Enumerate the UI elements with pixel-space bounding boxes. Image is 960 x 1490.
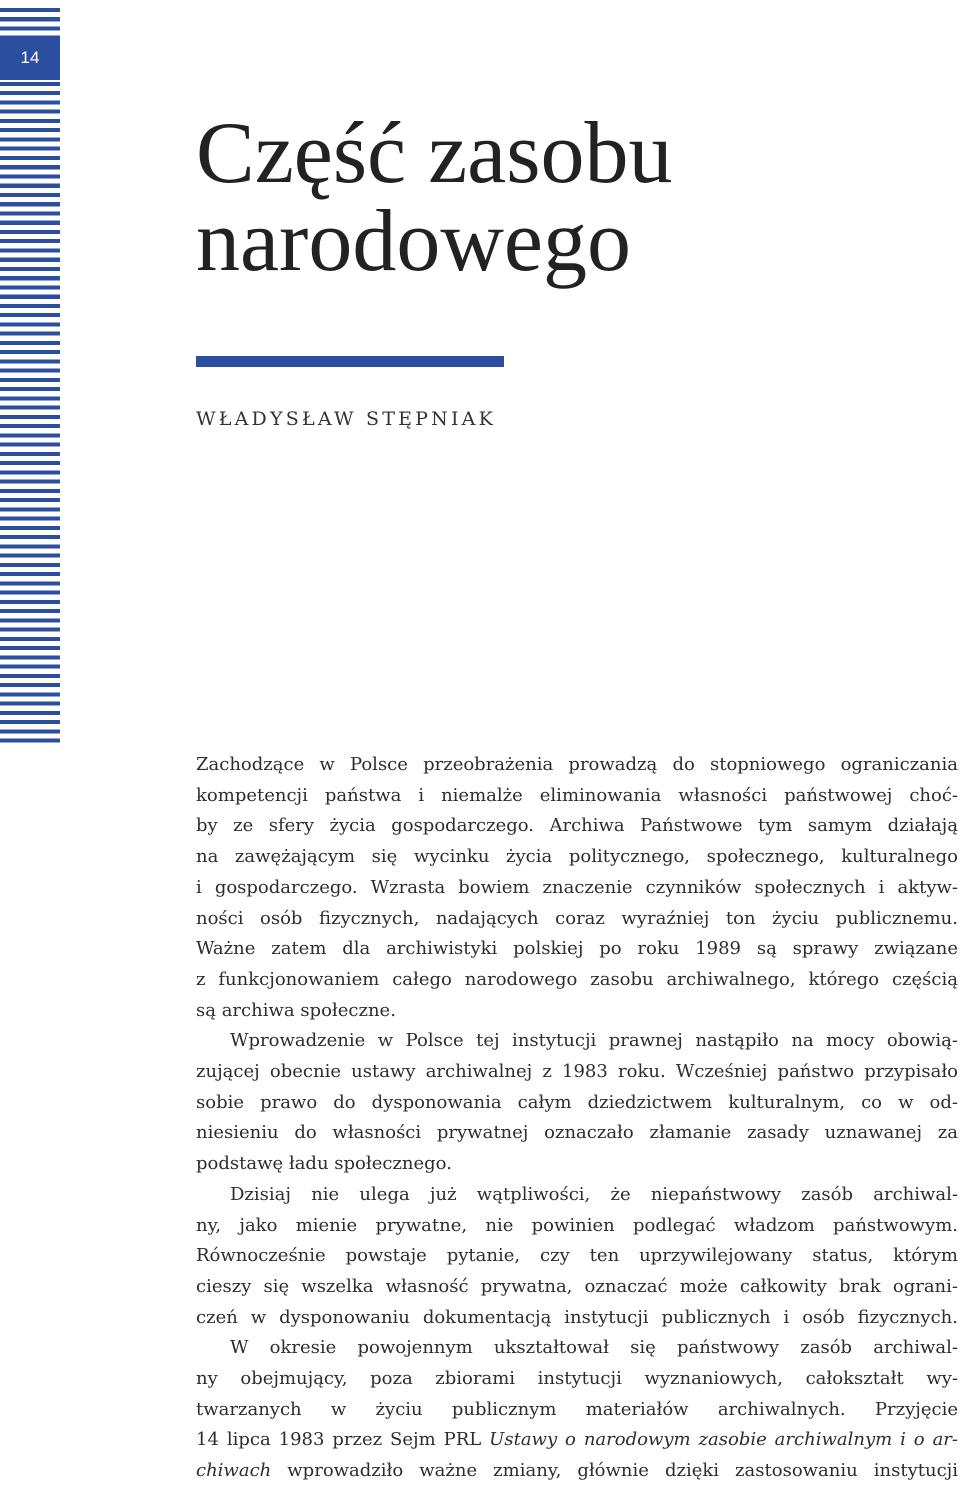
- text-line: [196, 1425, 958, 1456]
- book-title-italic: chiwach: [196, 1460, 272, 1482]
- book-title-italic: Ustawy o narodowym zasobie archiwalnym i o ar-: [489, 1429, 958, 1451]
- text-line: na zawężającym się wycinku życia politycznego, społecznego, kulturalnego: [196, 846, 958, 868]
- text-line: sobie prawo do dysponowania całym dziedzictwem kulturalnym, co w od-: [196, 1091, 958, 1113]
- text-line: Ważne zatem dla archiwistyki polskiej po roku 1989 są sprawy związane: [196, 938, 958, 960]
- text-line: ny obejmujący, poza zbiorami instytucji wyznaniowych, całokształt wy-: [196, 1368, 958, 1390]
- text-line: Dzisiaj nie ulega już wątpliwości, że niepaństwowy zasób archiwal-: [230, 1183, 958, 1205]
- text-line: ności osób fizycznych, nadających coraz wyraźniej ton życiu publicznemu.: [196, 907, 958, 929]
- decorative-stripes: [0, 8, 60, 743]
- author-name: WŁADYSŁAW STĘPNIAK: [196, 408, 496, 430]
- text-line: niesieniu do własności prywatnej oznaczało złamanie zasady uznawanej za: [196, 1122, 958, 1144]
- text-line: ny, jako mienie prywatne, nie powinien podlegać władzom państwowym.: [196, 1214, 958, 1236]
- text-line: czeń w dysponowaniu dokumentacją instytucji publicznych i osób fizycznych.: [196, 1306, 958, 1328]
- text-line: twarzanych w życiu publicznym materiałów archiwalnych. Przyjęcie: [196, 1398, 958, 1420]
- text-line: [196, 1456, 958, 1487]
- text-line: są archiwa społeczne.: [196, 999, 396, 1021]
- text-line: by ze sfery życia gospodarczego. Archiwa Państwowe tym samym działają: [196, 815, 958, 837]
- text-line: cieszy się wszelka własność prywatna, oznaczać może całkowity brak ograni-: [196, 1275, 958, 1297]
- text-line: kompetencji państwa i niemalże eliminowania własności państwowej choć-: [196, 784, 958, 806]
- text-line: Równocześnie powstaje pytanie, czy ten uprzywilejowany status, którym: [196, 1245, 958, 1267]
- page-title: [196, 105, 673, 290]
- article-body: [196, 750, 958, 1487]
- text-line: z funkcjonowaniem całego narodowego zasobu archiwalnego, którego częścią: [196, 968, 958, 990]
- page-number: 14: [0, 36, 60, 80]
- text-segment: 14 lipca 1983 przez Sejm PRL: [196, 1429, 490, 1451]
- title-line-2: narodowego: [196, 193, 631, 290]
- title-line-1: Część zasobu: [196, 105, 673, 202]
- text-line: zującej obecnie ustawy archiwalnej z 1983 roku. Wcześniej państwo przypisało: [196, 1061, 958, 1083]
- text-segment: wprowadziło ważne zmiany, głównie dzięki zastosowaniu instytucji: [271, 1460, 958, 1482]
- text-line: Zachodzące w Polsce przeobrażenia prowadzą do stopniowego ograniczania: [196, 754, 958, 775]
- title-divider: [196, 356, 504, 367]
- text-line: i gospodarczego. Wzrasta bowiem znaczenie czynników społecznych i aktyw-: [196, 876, 958, 898]
- text-line: podstawę ładu społecznego.: [196, 1153, 452, 1175]
- text-line: W okresie powojennym ukształtował się państwowy zasób archiwal-: [230, 1337, 958, 1359]
- text-line: Wprowadzenie w Polsce tej instytucji prawnej nastąpiło na mocy obowią-: [230, 1030, 958, 1052]
